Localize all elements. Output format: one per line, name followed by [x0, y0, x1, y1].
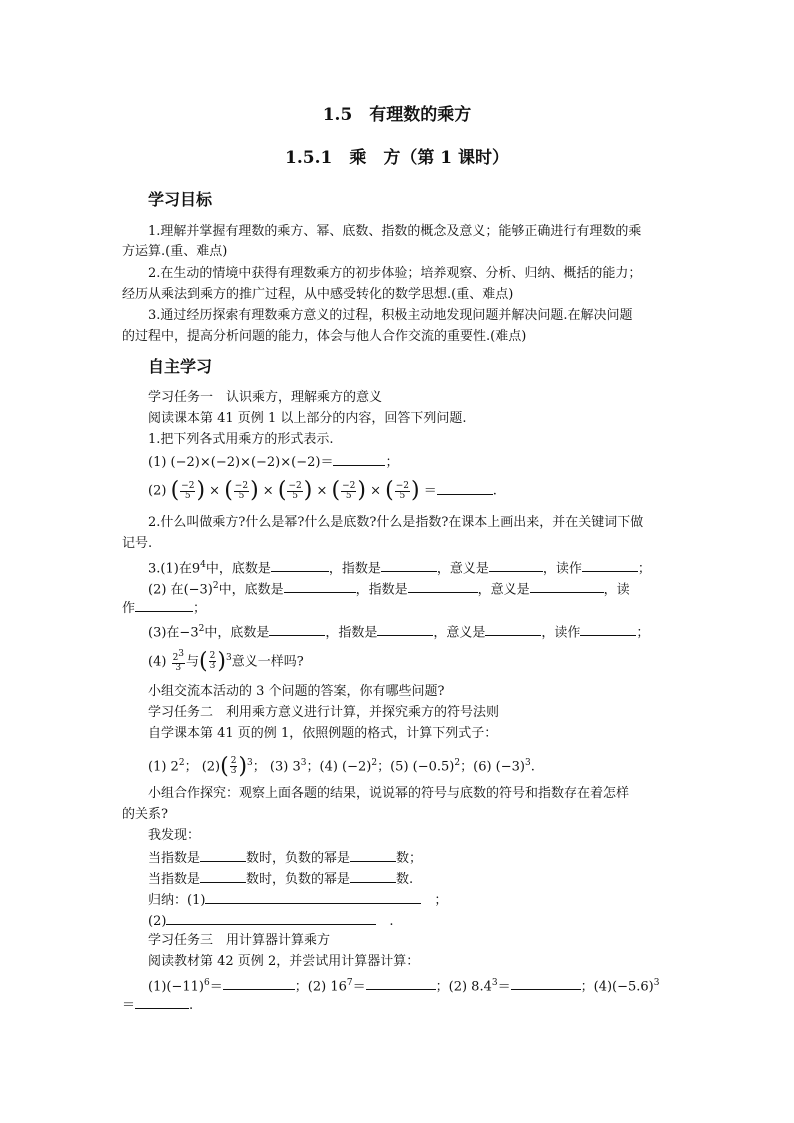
task1-q1-1: (1) (−2)×(−2)×(−2)×(−2)＝ ； [148, 452, 398, 472]
task1-group: 小组交流本活动的 3 个问题的答案，你有哪些问题? [148, 684, 445, 699]
task1-q2b: 记号. [122, 536, 153, 551]
task2-exprs: (1) $2^2$； (2)( $\frac{2}{3}$ )$^3$； (3) $3^3$；(4) $(-2)^2$；(5) $(-0.5)^2$；(6) $(-3)^3$. [148, 753, 535, 779]
task2-rule2: 当指数是 数时，负数的幂是 数. [148, 869, 413, 889]
task2-rule1: 当指数是 数时，负数的幂是 数； [148, 848, 422, 868]
task2-explore-b: 的关系? [122, 807, 168, 822]
section-title: 1.5 有理数的乘方 [322, 105, 472, 125]
task2-explore-a: 小组合作探究：观察上面各题的结果，说说幂的符号与底数的符号和指数存在着怎样 [148, 786, 630, 801]
task3-calc-cont: ＝ . [122, 995, 193, 1015]
task3-calc: $(1)(-11)^6=$ ；(2) $16^7=$ ；(2) $8.4^3=$ ；$(4)(-5.6)^3$ [148, 978, 660, 995]
goal-3a: 3.通过经历探索有理数乘方意义的过程，积极主动地发现问题并解决问题.在解决问题 [148, 308, 633, 323]
task3-read: 阅读教材第 42 页例 2，并尝试用计算器计算： [148, 954, 420, 969]
goal-1b: 方运算.(重、难点) [122, 244, 228, 259]
task2-title: 学习任务二 利用乘方意义进行计算，并探究乘方的符号法则 [148, 705, 500, 720]
task1-title: 学习任务一 认识乘方，理解乘方的意义 [148, 390, 383, 405]
goal-1a: 1.理解并掌握有理数的乘方、幂、底数、指数的概念及意义；能够正确进行有理数的乘 [148, 224, 642, 239]
task2-find: 我发现： [148, 828, 201, 843]
goal-3b: 的过程中，提高分析问题的能力，体会与他人合作交流的重要性.(难点) [122, 329, 527, 344]
task2-sum2: (2) . [148, 911, 394, 931]
self-study-heading: 自主学习 [148, 357, 213, 376]
task1-q1: 1.把下列各式用乘方的形式表示. [148, 432, 334, 447]
task1-q3-2-cont: 作 ； [122, 598, 206, 618]
goals-heading: 学习目标 [148, 190, 213, 209]
task1-q3-3: (3)在$-3^2$中，底数是 ，指数是 ，意义是 ，读作 ； [148, 624, 650, 641]
goal-2b: 经历从乘法到乘方的推广过程，从中感受转化的数学思想.(重、难点) [122, 287, 514, 302]
task3-title: 学习任务三 用计算器计算乘方 [148, 933, 331, 948]
task1-q2a: 2.什么叫做乘方?什么是幂?什么是底数?什么是指数?在课本上画出来，并在关键词下做 [148, 515, 644, 530]
task2-read: 自学课本第 41 页的例 1，依照例题的格式，计算下列式子： [148, 726, 498, 741]
task1-q3-2: (2) 在$(-3)^2$中，底数是 ，指数是 ，意义是 ，读 [148, 581, 630, 598]
lesson-title: 1.5.1 乘 方（第 1 课时） [285, 148, 509, 168]
task1-q1-2: (2) ( $\frac{-2}{5}$ ) × ( $\frac{-2}{5}$ ) × ( $\frac{-2}{5}$ ) × ( $\frac{-2}{5}$ ) × ( $\frac{-2}{5}$ ) ＝ . [148, 478, 497, 503]
task1-q3-1: 3.(1)在$9^4$中，底数是 ，指数是 ，意义是 ，读作 ； [148, 560, 651, 577]
goal-2a: 2.在生动的情境中获得有理数乘方的初步体验；培养观察、分析、归纳、概括的能力； [148, 266, 642, 281]
task1-read: 阅读课本第 41 页例 1 以上部分的内容，回答下列问题. [148, 411, 467, 426]
task1-q3-4: (4) $\frac{2^3}{3}$ 与( $\frac{2}{3}$ )$^3$意义一样吗? [148, 648, 304, 674]
task2-sum1: 归纳：(1) ； [148, 890, 447, 910]
